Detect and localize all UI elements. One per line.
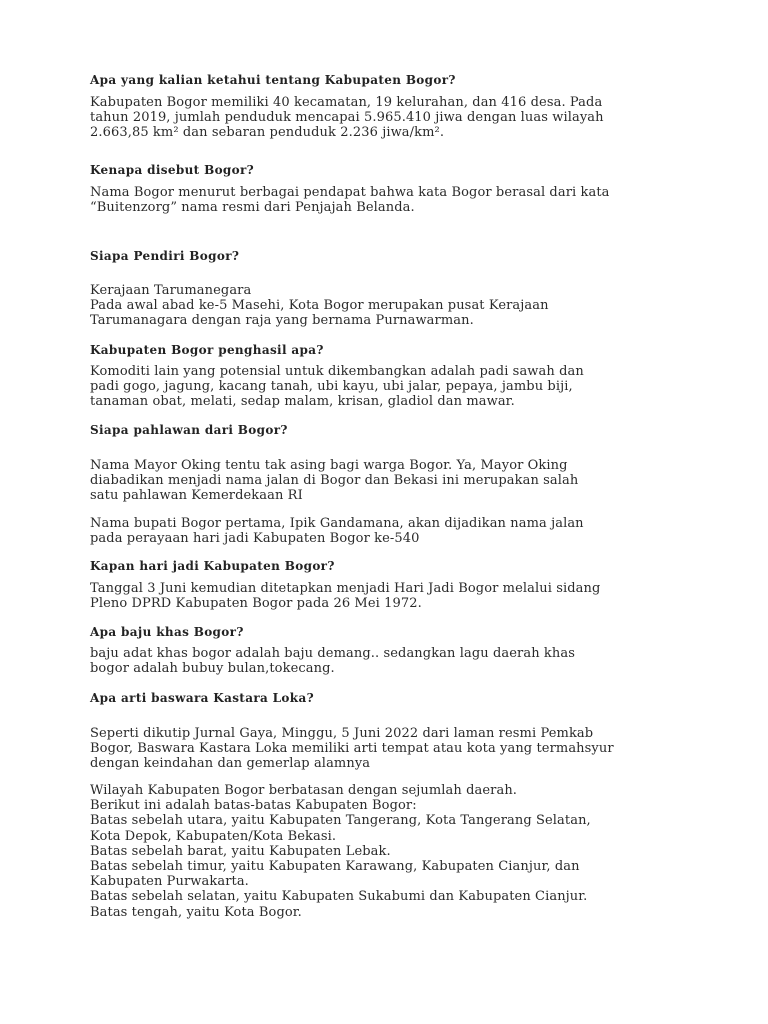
question-heading: Siapa pahlawan dari Bogor? <box>90 423 288 437</box>
answer-paragraph: baju adat khas bogor adalah baju demang.. sedangkan lagu daerah khas bogor adalah bubuy bulan,tokecang. <box>90 646 575 677</box>
answer-paragraph: Kerajaan Tarumanegara Pada awal abad ke-5 Masehi, Kota Bogor merupakan pusat Kerajaan Tarumanagara dengan raja yang bernama Purnawarman. <box>90 283 549 329</box>
question-heading: Apa baju khas Bogor? <box>90 625 244 639</box>
answer-paragraph: Nama Bogor menurut berbagai pendapat bahwa kata Bogor berasal dari kata “Buitenzorg” nama resmi dari Penjajah Belanda. <box>90 185 610 216</box>
question-heading: Kabupaten Bogor penghasil apa? <box>90 343 324 357</box>
answer-paragraph: Kabupaten Bogor memiliki 40 kecamatan, 19 kelurahan, dan 416 desa. Pada tahun 2019, jumlah penduduk mencapai 5.965.410 jiwa dengan luas wilayah 2.663,85 km² dan sebaran penduduk 2.236 jiwa/km². <box>90 95 604 141</box>
question-heading: Kenapa disebut Bogor? <box>90 163 255 177</box>
question-heading: Siapa Pendiri Bogor? <box>90 249 240 263</box>
answer-paragraph: Nama Mayor Oking tentu tak asing bagi warga Bogor. Ya, Mayor Oking diabadikan menjadi nama jalan di Bogor dan Bekasi ini merupakan salah satu pahlawan Kemerdekaan RI <box>90 458 579 504</box>
borders-list: Wilayah Kabupaten Bogor berbatasan dengan sejumlah daerah. Berikut ini adalah batas-batas Kabupaten Bogor: Batas sebelah utara, yaitu Kabupaten Tangerang, Kota Tangerang Selatan, Kota Depok, Kabupaten/Kota Bekasi. Batas sebelah barat, yaitu Kabupaten Lebak. Batas sebelah timur, yaitu Kabupaten Karawang, Kabupaten Cianjur, dan Kabupaten Purwakarta. Batas sebelah selatan, yaitu Kabupaten Sukabumi dan Kabupaten Cianjur. Batas tengah, yaitu Kota Bogor. <box>90 783 591 920</box>
question-heading: Apa yang kalian ketahui tentang Kabupaten Bogor? <box>90 73 456 87</box>
answer-paragraph: Komoditi lain yang potensial untuk dikembangkan adalah padi sawah dan padi gogo, jagung, kacang tanah, ubi kayu, ubi jalar, pepaya, jambu biji, tanaman obat, melati, sedap malam, krisan, gladiol dan mawar. <box>90 364 584 410</box>
question-heading: Kapan hari jadi Kabupaten Bogor? <box>90 559 335 573</box>
answer-paragraph: Nama bupati Bogor pertama, Ipik Gandamana, akan dijadikan nama jalan pada perayaan hari jadi Kabupaten Bogor ke-540 <box>90 516 584 547</box>
answer-paragraph: Tanggal 3 Juni kemudian ditetapkan menjadi Hari Jadi Bogor melalui sidang Pleno DPRD Kabupaten Bogor pada 26 Mei 1972. <box>90 581 601 612</box>
answer-paragraph: Seperti dikutip Jurnal Gaya, Minggu, 5 Juni 2022 dari laman resmi Pemkab Bogor, Baswara Kastara Loka memiliki arti tempat atau kota yang termahsyur dengan keindahan dan gemerlap alamnya <box>90 726 614 772</box>
question-heading: Apa arti baswara Kastara Loka? <box>90 691 314 705</box>
